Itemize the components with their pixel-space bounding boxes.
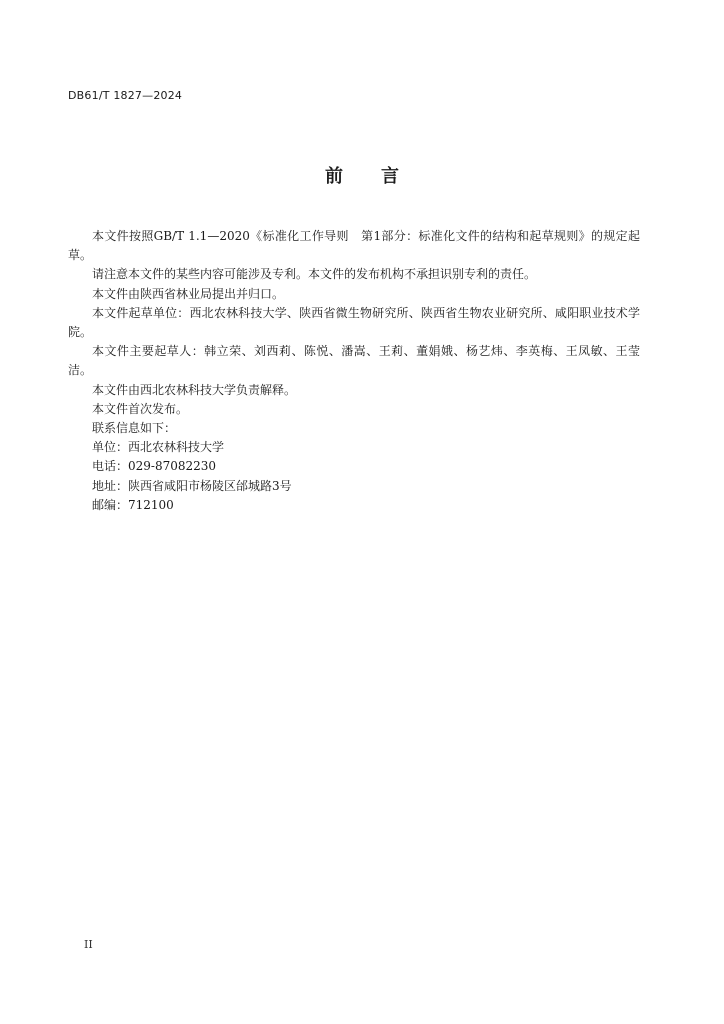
paragraph-drafters: 本文件主要起草人：韩立荣、刘西莉、陈悦、潘嵩、王莉、董娟娥、杨艺炜、李英梅、王凤敏、王莹洁。 <box>68 344 640 378</box>
standard-code: DB61/T 1827—2024 <box>68 89 183 102</box>
paragraph-proposer: 本文件由陕西省林业局提出并归口。 <box>92 286 285 301</box>
paragraph-interpretation: 本文件由西北农林科技大学负责解释。 <box>92 382 297 397</box>
paragraph-contact-postcode: 邮编：712100 <box>92 497 174 512</box>
paragraph-drafting-units: 本文件起草单位：西北农林科技大学、陕西省微生物研究所、陕西省生物农业研究所、咸阳职业技术学院。 <box>68 305 640 340</box>
paragraph-contact-intro: 联系信息如下： <box>92 421 177 436</box>
paragraph-contact-unit: 单位：西北农林科技大学 <box>92 440 225 455</box>
paragraph-contact-phone: 电话：029-87082230 <box>92 459 217 474</box>
paragraph-patent-notice: 请注意本文件的某些内容可能涉及专利。本文件的发布机构不承担识别专利的责任。 <box>92 267 537 282</box>
paragraph-drafting-rules: 本文件按照GB/T 1.1—2020《标准化工作导则 第1部分：标准化文件的结构和起草规则》的规定起草。 <box>68 229 640 263</box>
paragraph-contact-address: 地址：陕西省咸阳市杨陵区邰城路3号 <box>92 478 292 493</box>
page-title: 前言 <box>325 166 437 187</box>
foreword-body <box>68 227 640 515</box>
paragraph-first-release: 本文件首次发布。 <box>92 401 189 416</box>
page-number: II <box>84 938 93 951</box>
